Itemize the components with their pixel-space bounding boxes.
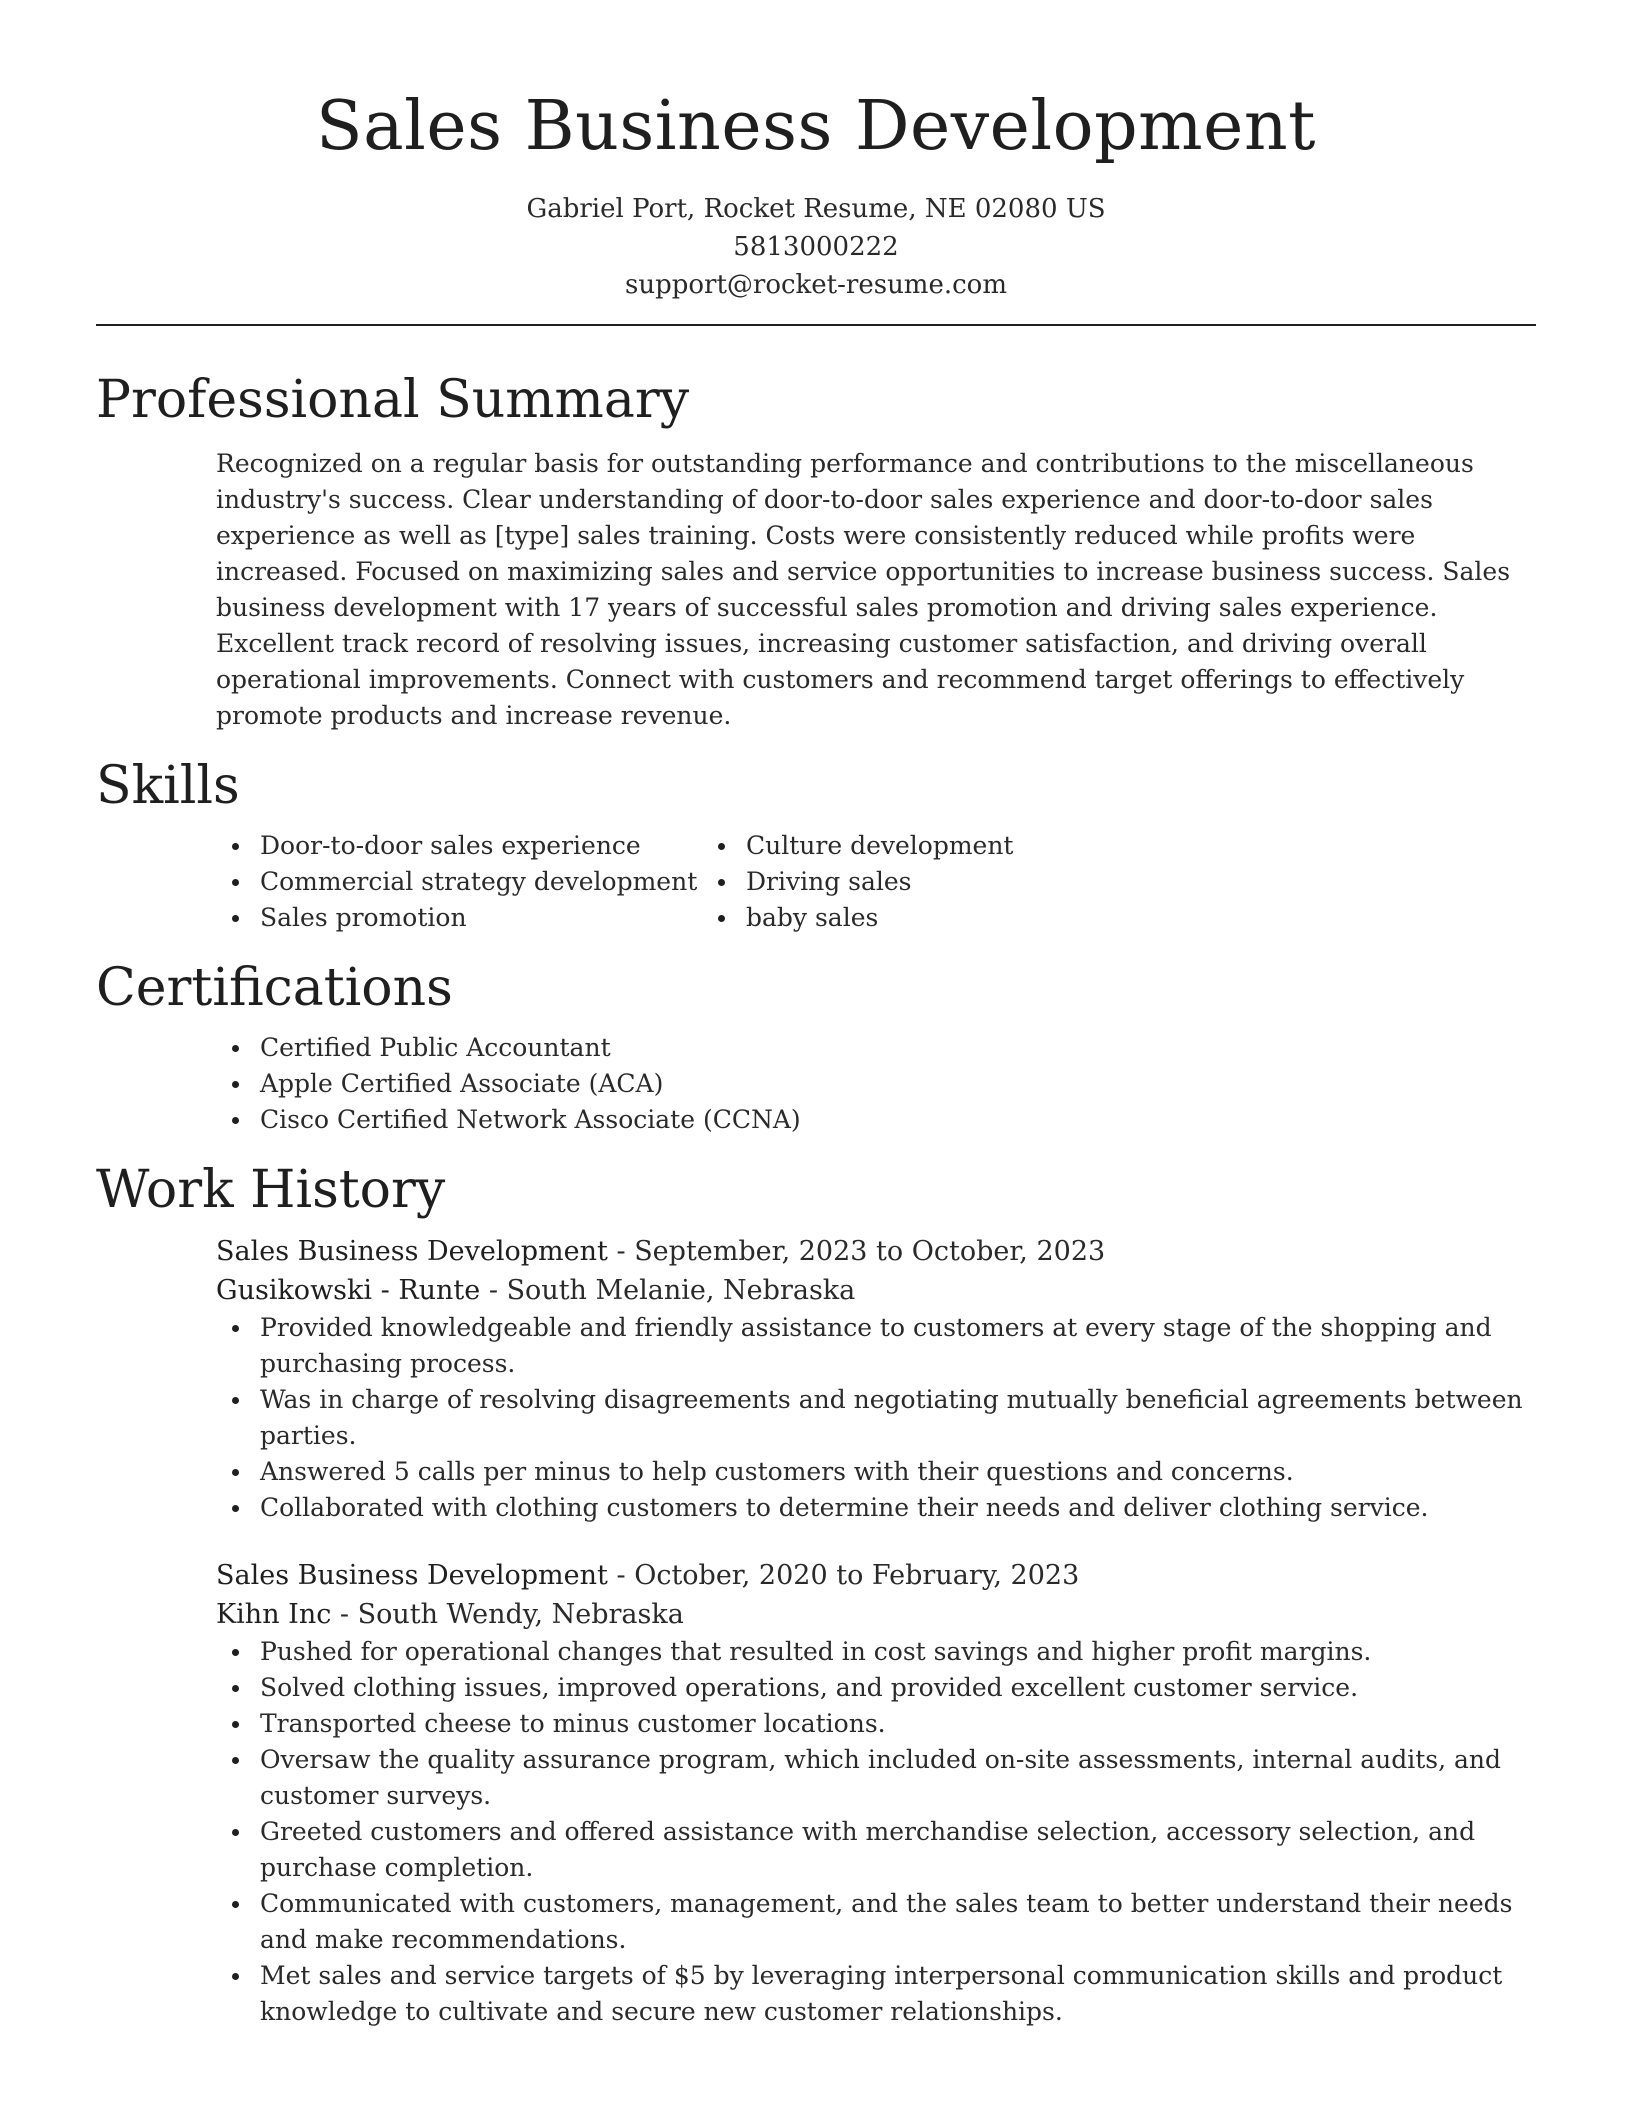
- skills-columns: [96, 828, 1536, 936]
- job-duty: Answered 5 calls per minus to help customers with their questions and concerns.: [96, 1454, 1536, 1490]
- job-location: South Melanie, Nebraska: [506, 1275, 856, 1306]
- contact-info: [96, 190, 1536, 304]
- resume-page: [96, 0, 1536, 2030]
- certification-item: Certified Public Accountant: [96, 1030, 1536, 1066]
- job-duty: Collaborated with clothing customers to determine their needs and deliver clothing service.: [96, 1490, 1536, 1526]
- job-role: Sales Business Development: [216, 1560, 608, 1591]
- job-header: Sales Business Development - September, 2023 to October, 2023 Gusikowski - Runte - South Melanie, Nebraska: [216, 1236, 1106, 1306]
- skills-list-right: [582, 828, 1232, 936]
- skill-item: Driving sales: [582, 864, 1232, 900]
- header-divider: [96, 324, 1536, 326]
- certifications-section: [96, 956, 1536, 1138]
- job-location: South Wendy, Nebraska: [357, 1599, 684, 1630]
- resume-name: Sales Business Development: [316, 87, 1316, 166]
- certification-item: Apple Certified Associate (ACA): [96, 1066, 1536, 1102]
- job-duty: Transported cheese to minus customer locations.: [96, 1706, 1536, 1742]
- summary-title: Professional Summary: [96, 370, 690, 430]
- phone: 5813000222: [733, 232, 899, 262]
- job-duties-list: [96, 1310, 1536, 1526]
- address: Gabriel Port, Rocket Resume, NE 02080 US: [526, 194, 1106, 224]
- summary-section: [96, 368, 1536, 734]
- certification-item: Cisco Certified Network Associate (CCNA): [96, 1102, 1536, 1138]
- job-company: Kihn Inc: [216, 1599, 332, 1630]
- job-company: Gusikowski - Runte: [216, 1275, 481, 1306]
- certifications-title: Certifications: [96, 958, 453, 1018]
- job-duty: Pushed for operational changes that resulted in cost savings and higher profit margins.: [96, 1634, 1536, 1670]
- job-duty: Greeted customers and offered assistance with merchandise selection, accessory selection, and purchase completion.: [96, 1814, 1536, 1886]
- skill-item: Door-to-door sales experience: [96, 828, 746, 864]
- summary-text: Recognized on a regular basis for outstanding performance and contributions to the miscellaneous industry's success. Clear understanding of door-to-door sales experience and door-to-door sales experience as well as [type] sales training. Costs were consistently reduced while profits were increased. Focused on maximizing sales and service opportunities to increase business success. Sales business development with 17 years of successful sales promotion and driving sales experience. Excellent track record of resolving issues, increasing customer satisfaction, and driving overall operational improvements. Connect with customers and recommend target offerings to effectively promote products and increase revenue.: [216, 449, 1511, 730]
- skill-item: Commercial strategy development: [96, 864, 746, 900]
- job-duty: Communicated with customers, management, and the sales team to better understand their needs and make recommendations.: [96, 1886, 1536, 1958]
- job-entry: [96, 1232, 1536, 1526]
- job-duties-list: [96, 1634, 1536, 2030]
- skill-item: baby sales: [582, 900, 1232, 936]
- job-duty: Oversaw the quality assurance program, which included on-site assessments, internal audits, and customer surveys.: [96, 1742, 1536, 1814]
- job-dates: October, 2020 to February, 2023: [634, 1560, 1080, 1591]
- job-duty: Provided knowledgeable and friendly assistance to customers at every stage of the shopping and purchasing process.: [96, 1310, 1536, 1382]
- work-title: Work History: [96, 1160, 446, 1220]
- email: support@rocket-resume.com: [624, 270, 1007, 300]
- certifications-list: [96, 1030, 1536, 1138]
- skills-title: Skills: [96, 756, 240, 816]
- job-header: Sales Business Development - October, 2020 to February, 2023 Kihn Inc - South Wendy, Nebraska: [216, 1560, 1080, 1630]
- job-duty: Was in charge of resolving disagreements and negotiating mutually beneficial agreements between parties.: [96, 1382, 1536, 1454]
- work-section: [96, 1158, 1536, 2030]
- skills-section: [96, 754, 1536, 936]
- job-role: Sales Business Development: [216, 1236, 608, 1267]
- job-duty: Met sales and service targets of $5 by leveraging interpersonal communication skills and product knowledge to cultivate and secure new customer relationships.: [96, 1958, 1536, 2030]
- job-duty: Solved clothing issues, improved operations, and provided excellent customer service.: [96, 1670, 1536, 1706]
- job-entry: [96, 1556, 1536, 2030]
- skill-item: Culture development: [582, 828, 1232, 864]
- skill-item: Sales promotion: [96, 900, 746, 936]
- job-dates: September, 2023 to October, 2023: [634, 1236, 1106, 1267]
